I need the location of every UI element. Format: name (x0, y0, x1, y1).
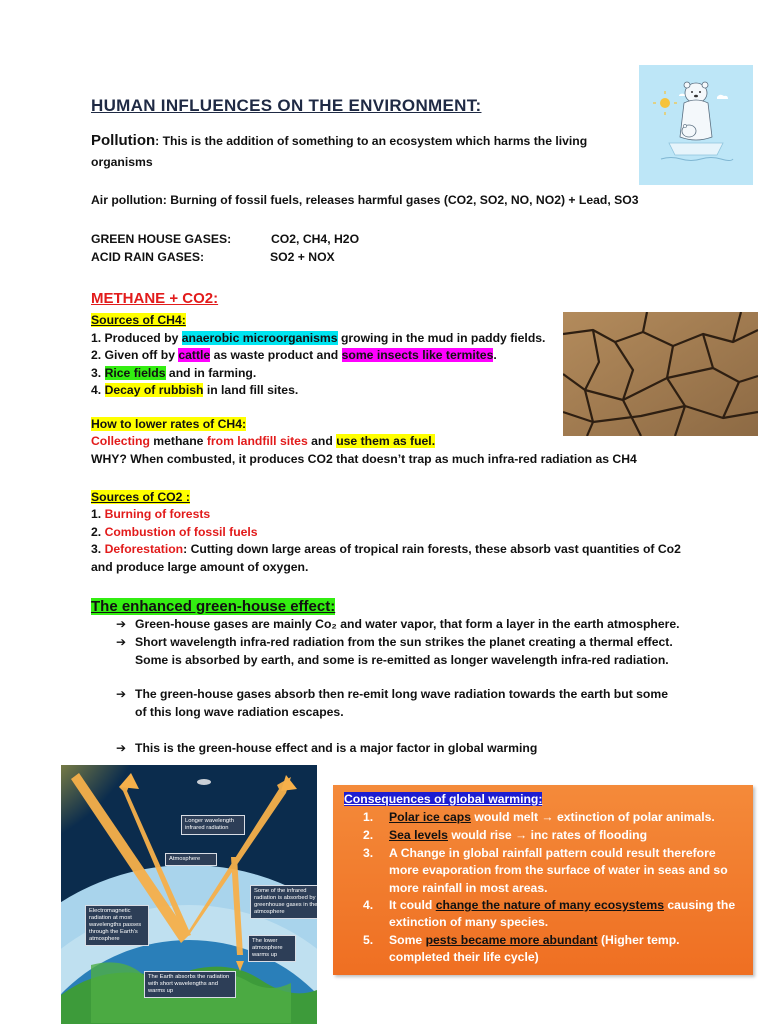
consequences-box (333, 785, 753, 975)
pollution-line-2: organisms (91, 155, 153, 169)
co2-source-3-cont: and produce large amount of oxygen. (91, 560, 309, 574)
lower-ch4-line (91, 433, 435, 450)
highlight-rice-fields: Rice fields (104, 366, 166, 380)
list-text: and in farming. (165, 366, 257, 380)
arrow-icon: ➔ (116, 687, 127, 701)
pollution-definition: : This is the addition of something to an ecosystem which harms the living (155, 134, 588, 148)
consequence-item-2 (389, 827, 749, 844)
consequence-number: 1. (363, 810, 374, 824)
polar-bear-icon (639, 65, 753, 185)
highlight-termites: some insects like termites (341, 348, 494, 362)
consequence-item-1 (389, 809, 749, 826)
cracked-ground-icon (563, 312, 758, 436)
pollution-term: Pollution (91, 132, 156, 149)
label-some-infrared: Some of the infrared radiation is absorbed by greenhouse gases in the atmosphere (250, 885, 317, 919)
ch4-source-1 (91, 330, 545, 347)
highlight-anaerobic: anaerobic microorganisms (181, 331, 338, 345)
collecting-text: Collecting (91, 434, 150, 448)
greenhouse-bullet-1: Green-house gases are mainly Co₂ and water vapor, that form a layer in the earth atmosphere. (135, 617, 680, 631)
ecosystems-text: change the nature of many ecosystems (435, 898, 664, 912)
polar-bear-image (639, 65, 753, 185)
list-number: 3. (91, 366, 105, 380)
acid-rain-gases-label: ACID RAIN GASES: (91, 250, 205, 264)
sea-levels-text: Sea levels (389, 828, 448, 842)
lower-ch4-heading (91, 416, 246, 433)
consequence-number: 5. (363, 933, 374, 947)
greenhouse-heading-text: The enhanced green-house effect: (91, 598, 336, 615)
greenhouse-bullet-4: This is the green-house effect and is a major factor in global warming (135, 741, 538, 755)
air-pollution-text: Air pollution: Burning of fossil fuels, releases harmful gases (CO2, SO2, NO, NO2) + Lead, SO3 (91, 193, 639, 207)
landfill-text: from landfill sites (206, 434, 308, 448)
methane-text: methane (149, 434, 207, 448)
methane-heading: METHANE + CO2: (91, 290, 219, 307)
fuel-text: use them as fuel. (336, 434, 436, 448)
cracked-earth-image (563, 312, 758, 436)
greenhouse-bullet-2a: Short wavelength infra-red radiation from the sun strikes the planet creating a thermal effect. (135, 635, 673, 649)
and-text: and (307, 434, 337, 448)
consequence-item-3: A Change in global rainfall pattern could result therefore more evaporation from the surface of water in seas and so more rainfall in most areas. (389, 846, 728, 895)
why-line: WHY? When combusted, it produces CO2 that doesn’t trap as much infra-red radiation as CH4 (91, 452, 637, 466)
highlight-decay: Decay of rubbish (104, 383, 204, 397)
ch4-source-2 (91, 347, 497, 364)
consequences-heading (344, 791, 542, 808)
list-text: as waste product and (210, 348, 342, 362)
polar-ice-caps-text: Polar ice caps (389, 810, 471, 824)
pollution-line-1 (91, 132, 587, 150)
ch4-source-3 (91, 365, 256, 382)
greenhouse-gases-label: GREEN HOUSE GASES: (91, 232, 232, 246)
deforestation-text: Deforestation (104, 542, 184, 556)
list-number: 4. (91, 383, 105, 397)
consequence-text: causing the extinction of many species. (389, 898, 736, 930)
list-text: . (493, 348, 497, 362)
greenhouse-diagram (61, 765, 317, 1024)
page-title: HUMAN INFLUENCES ON THE ENVIRONMENT: (91, 96, 482, 115)
list-number: 2. Given off by (91, 348, 179, 362)
label-earth-absorbs: The Earth absorbs the radiation with short wavelengths and warms up (144, 971, 236, 998)
list-text: Burning of forests (104, 507, 211, 521)
greenhouse-gases-value: CO2, CH4, H2O (271, 232, 360, 246)
list-number: 2. (91, 525, 105, 539)
label-electromagnetic: Electromagnetic radiation at most wavelengths passes through the Earth's atmosphere (85, 905, 149, 946)
consequence-text: would melt → extinction of polar animals. (470, 810, 715, 824)
list-text: Combustion of fossil fuels (104, 525, 258, 539)
highlight-cattle: cattle (178, 348, 211, 362)
consequence-text: would rise → inc rates of flooding (447, 828, 648, 842)
list-number: 1. (91, 507, 105, 521)
label-longer-wavelength: Longer wavelength infrared radiation (181, 815, 245, 835)
greenhouse-bullet-2b: Some is absorbed by earth, and some is re-emitted as longer wavelength infra-red radiation. (135, 653, 669, 667)
arrow-icon: ➔ (116, 635, 127, 649)
list-text: : Cutting down large areas of tropical rain forests, these absorb vast quantities of Co2 (183, 542, 681, 556)
consequence-item-4 (389, 897, 739, 932)
co2-source-2 (91, 524, 258, 541)
consequence-text: (Higher temp. completed their life cycle) (389, 933, 680, 965)
arrow-icon: ➔ (116, 617, 127, 631)
list-text: in land fill sites. (203, 383, 299, 397)
acid-rain-gases-value: SO2 + NOX (270, 250, 335, 264)
label-lower-atmosphere: The lower atmosphere warms up (248, 935, 296, 962)
list-text: growing in the mud in paddy fields. (337, 331, 546, 345)
consequence-number: 3. (363, 846, 374, 860)
co2-source-1 (91, 506, 210, 523)
consequence-item-5 (389, 932, 739, 967)
pests-text: pests became more abundant (425, 933, 598, 947)
ch4-sources-heading-text: Sources of CH4: (91, 313, 186, 327)
consequence-text: Some (389, 933, 426, 947)
co2-sources-heading-text: Sources of CO2 : (91, 490, 190, 504)
greenhouse-bullet-3a: The green-house gases absorb then re-emit long wave radiation towards the earth but some (135, 687, 668, 701)
co2-source-3 (91, 541, 681, 558)
greenhouse-heading (91, 598, 335, 615)
list-number: 1. Produced by (91, 331, 182, 345)
consequence-number: 2. (363, 828, 374, 842)
list-number: 3. (91, 542, 105, 556)
ch4-sources-heading (91, 312, 186, 329)
consequence-number: 4. (363, 898, 374, 912)
co2-sources-heading (91, 489, 190, 506)
arrow-icon: ➔ (116, 741, 127, 755)
lower-ch4-heading-text: How to lower rates of CH4: (91, 417, 247, 431)
label-atmosphere: Atmosphere (165, 853, 217, 866)
consequence-text: It could (389, 898, 436, 912)
greenhouse-bullet-3b: of this long wave radiation escapes. (135, 705, 344, 719)
ch4-source-4 (91, 382, 298, 399)
consequences-heading-text: Consequences of global warming: (344, 792, 543, 806)
